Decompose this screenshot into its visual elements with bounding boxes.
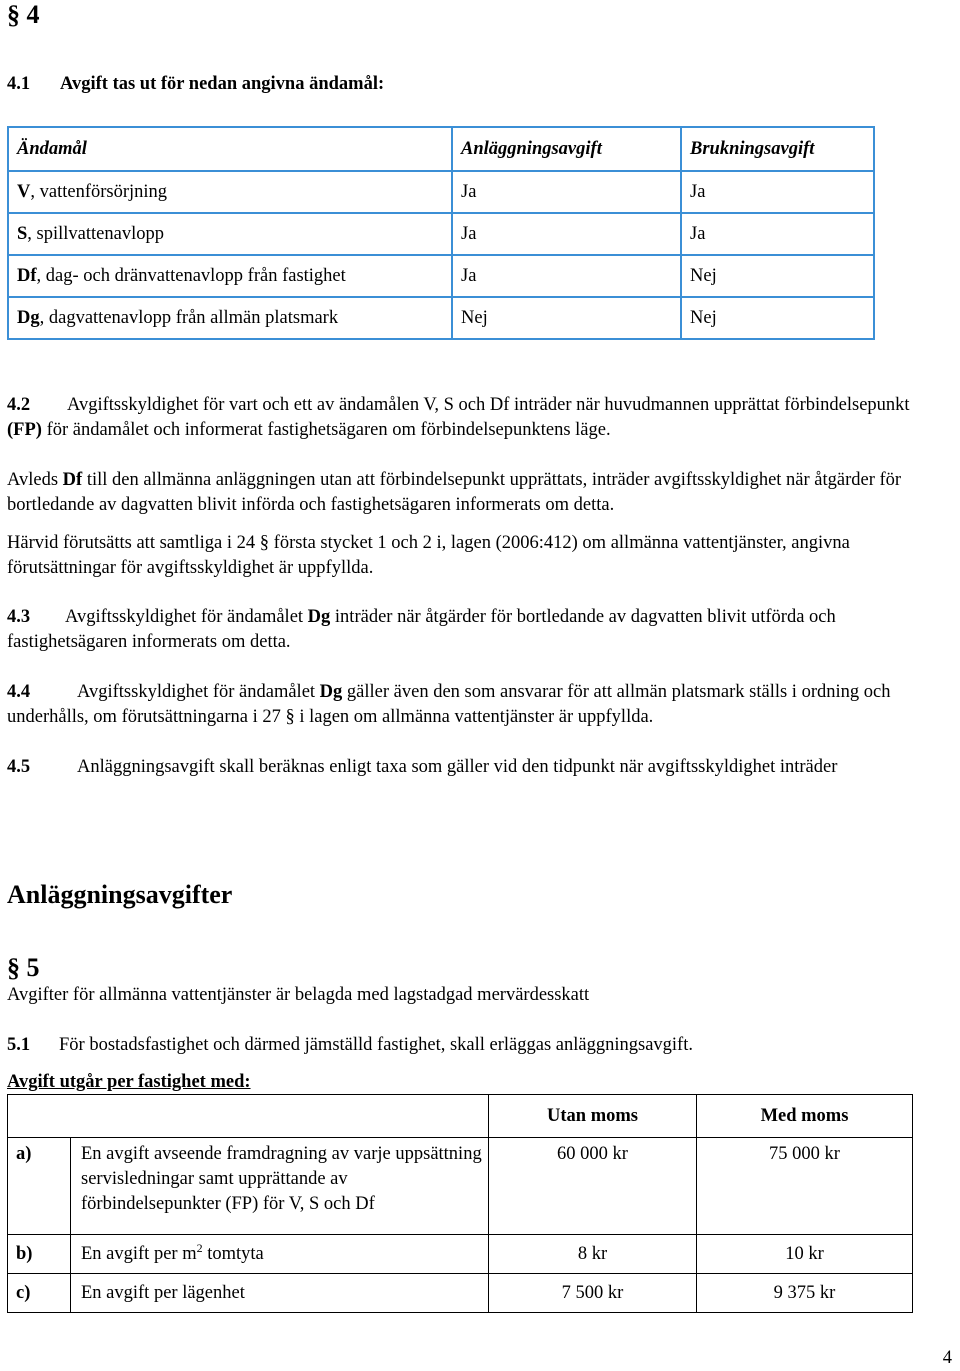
table-row [8,1274,913,1313]
table-cell: Dg, dagvattenavlopp från allmän platsmark [8,297,452,339]
paragraph-4-2-conditions: Härvid förutsätts att samtliga i 24 § första stycket 1 och 2 i, lagen (2006:412) om allmänna vattentjänster, angivna förutsättningar för avgiftsskyldighet är uppfyllda. [7,533,850,578]
paragraph-text: för ändamålet och informerat fastighetsägaren om förbindelsepunktens läge. [41,420,611,440]
paragraph-number: 5.1 [7,1035,31,1055]
paragraph-4-4: 4.4 Avgiftsskyldighet för ändamålet Dg gäller även den som ansvarar för att allmän platsmark ställs i ordning och underhålls, om förutsättningarna i 27 § i lagen om allmänna vattentjänster är uppfyllda. [7,682,891,727]
table-cell: Nej [452,297,681,339]
paragraph-number: 4.5 [7,757,31,777]
paragraph-number: 4.1 [7,74,31,94]
paragraph-4-2 [7,393,947,443]
vat-note: Avgifter för allmänna vattentjänster är belagda med lagstadgad mervärdesskatt [7,985,590,1005]
price-incl-vat: 75 000 kr [697,1138,913,1235]
table-header-row [8,1095,913,1138]
paragraph-text: Avgiftsskyldighet för vart och ett av ändamålen V, S och Df inträder när huvudmannen upprättat förbindelsepunkt [67,395,910,415]
paragraph-5-1: 5.1 För bostadsfastighet och därmed jämställd fastighet, skall erläggas anläggningsavgift. [7,1033,693,1058]
column-header: Utan moms [489,1095,697,1138]
paragraph-4-1 [7,72,384,97]
paragraph-4-2-df: Avleds Df till den allmänna anläggningen utan att förbindelsepunkt upprättats, inträder avgiftsskyldighet när åtgärder för bortledande av dagvatten blivit införda och fastighetsägaren informerats om detta. [7,470,902,515]
table-cell: Nej [681,255,874,297]
table-cell: Ja [452,213,681,255]
price-incl-vat: 10 kr [697,1235,913,1274]
column-header: Anläggningsavgift [452,127,681,171]
paragraph-4-5: 4.5 Anläggningsavgift skall beräknas enligt taxa som gäller vid den tidpunkt när avgiftsskyldighet inträder [7,755,947,780]
row-description: En avgift per lägenhet [71,1274,489,1313]
table-cell: Ja [452,171,681,213]
table-row [8,255,874,297]
table-cell: Df, dag- och dränvattenavlopp från fastighet [8,255,452,297]
table-cell: Ja [681,171,874,213]
table-row [8,1138,913,1235]
row-key: c) [8,1274,71,1313]
row-description: En avgift avseende framdragning av varje uppsättning servisledningar samt upprättande av förbindelsepunkter (FP) för V, S och Df [71,1138,489,1235]
fp-abbrev: (FP) [7,420,42,440]
table-row [8,297,874,339]
table-row [8,213,874,255]
row-key: b) [8,1235,71,1274]
table-row [8,171,874,213]
table-header-row [8,127,874,171]
table-cell: Ja [681,213,874,255]
table-cell: S, spillvattenavlopp [8,213,452,255]
table-row [8,1235,913,1274]
price-excl-vat: 60 000 kr [489,1138,697,1235]
paragraph-number: 4.2 [7,395,31,415]
row-description: En avgift per $m^2$ tomtyta [71,1235,489,1274]
page-number: 4 [942,1348,952,1368]
column-header: Med moms [697,1095,913,1138]
fee-table [7,1094,913,1313]
paragraph-4-3: 4.3 Avgiftsskyldighet för ändamålet Dg inträder när åtgärder för bortledande av dagvatten blivit utförda och fastighetsägaren informerats om detta. [7,607,836,652]
section-heading-4: § 4 [7,0,40,29]
fee-label: Avgift utgår per fastighet med: [7,1072,251,1092]
table-cell: Nej [681,297,874,339]
price-excl-vat: 7 500 kr [489,1274,697,1313]
purpose-table [7,126,875,340]
paragraph-number: 4.3 [7,607,31,627]
paragraph-number: 4.4 [7,682,31,702]
table-cell: Ja [452,255,681,297]
section-heading-5: § 5 [7,953,40,982]
price-incl-vat: 9 375 kr [697,1274,913,1313]
paragraph-text: Avgift tas ut för nedan angivna ändamål: [60,74,385,94]
table-cell: V, vattenförsörjning [8,171,452,213]
column-header: Ändamål [8,127,452,171]
column-header: Brukningsavgift [681,127,874,171]
price-excl-vat: 8 kr [489,1235,697,1274]
row-key: a) [8,1138,71,1235]
table-cell [71,1095,489,1138]
section-title: Anläggningsavgifter [7,880,233,909]
table-cell [8,1095,71,1138]
